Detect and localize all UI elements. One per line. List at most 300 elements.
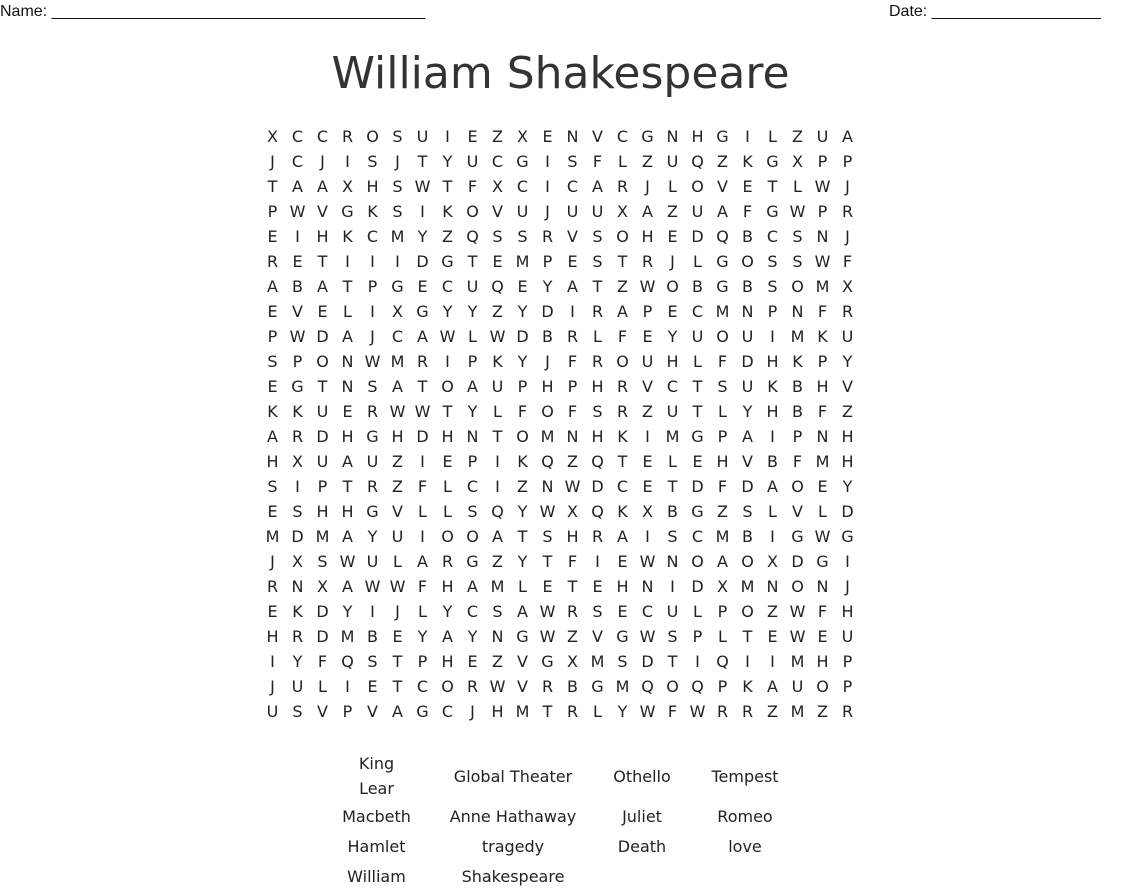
grid-letter[interactable]: P: [692, 627, 703, 646]
grid-letter[interactable]: Y: [417, 627, 428, 646]
grid-letter[interactable]: K: [267, 402, 278, 421]
grid-letter[interactable]: I: [420, 202, 425, 221]
grid-letter[interactable]: Q: [691, 152, 704, 171]
grid-letter[interactable]: H: [316, 502, 329, 521]
grid-letter[interactable]: A: [342, 577, 353, 596]
grid-letter[interactable]: Z: [717, 152, 728, 171]
grid-letter[interactable]: I: [770, 652, 775, 671]
grid-letter[interactable]: I: [770, 327, 775, 346]
grid-letter[interactable]: J: [545, 202, 550, 221]
grid-letter[interactable]: T: [317, 252, 328, 271]
grid-letter[interactable]: D: [416, 427, 429, 446]
grid-letter[interactable]: L: [443, 502, 452, 521]
grid-letter[interactable]: H: [641, 227, 654, 246]
grid-letter[interactable]: O: [741, 602, 754, 621]
grid-letter[interactable]: Q: [491, 502, 504, 521]
grid-letter[interactable]: G: [516, 627, 529, 646]
grid-letter[interactable]: S: [667, 527, 678, 546]
grid-letter[interactable]: U: [416, 127, 429, 146]
grid-letter[interactable]: O: [616, 352, 629, 371]
grid-letter[interactable]: J: [270, 552, 275, 571]
grid-letter[interactable]: R: [566, 602, 579, 621]
grid-letter[interactable]: D: [691, 477, 704, 496]
grid-letter[interactable]: O: [316, 352, 329, 371]
grid-letter[interactable]: W: [389, 402, 406, 421]
grid-letter[interactable]: O: [691, 552, 704, 571]
grid-letter[interactable]: A: [567, 277, 578, 296]
grid-letter[interactable]: G: [766, 152, 779, 171]
grid-letter[interactable]: F: [617, 327, 628, 346]
grid-letter[interactable]: Z: [667, 202, 678, 221]
grid-letter[interactable]: E: [467, 652, 478, 671]
grid-letter[interactable]: C: [666, 377, 679, 396]
grid-letter[interactable]: D: [541, 302, 554, 321]
grid-letter[interactable]: I: [595, 552, 600, 571]
grid-letter[interactable]: F: [567, 352, 578, 371]
grid-letter[interactable]: O: [516, 427, 529, 446]
grid-letter[interactable]: S: [467, 502, 478, 521]
grid-letter[interactable]: I: [295, 227, 300, 246]
grid-letter[interactable]: I: [495, 477, 500, 496]
grid-letter[interactable]: V: [842, 377, 853, 396]
grid-letter[interactable]: P: [792, 427, 803, 446]
grid-letter[interactable]: C: [416, 677, 429, 696]
grid-letter[interactable]: H: [541, 377, 554, 396]
grid-letter[interactable]: U: [316, 452, 329, 471]
grid-letter[interactable]: B: [667, 502, 678, 521]
grid-letter[interactable]: G: [716, 127, 729, 146]
grid-letter[interactable]: G: [641, 127, 654, 146]
grid-letter[interactable]: Z: [717, 502, 728, 521]
grid-letter[interactable]: H: [841, 427, 854, 446]
grid-letter[interactable]: Z: [617, 277, 628, 296]
grid-letter[interactable]: W: [539, 502, 556, 521]
grid-letter[interactable]: M: [815, 452, 830, 471]
grid-letter[interactable]: E: [692, 452, 703, 471]
grid-letter[interactable]: F: [467, 177, 478, 196]
grid-letter[interactable]: B: [767, 452, 778, 471]
grid-letter[interactable]: R: [591, 352, 604, 371]
grid-letter[interactable]: V: [292, 302, 303, 321]
grid-letter[interactable]: B: [742, 227, 753, 246]
grid-letter[interactable]: H: [441, 652, 454, 671]
grid-letter[interactable]: L: [593, 702, 602, 721]
grid-letter[interactable]: V: [592, 127, 603, 146]
grid-letter[interactable]: G: [541, 652, 554, 671]
grid-letter[interactable]: E: [367, 677, 378, 696]
grid-letter[interactable]: R: [266, 252, 279, 271]
grid-letter[interactable]: D: [841, 502, 854, 521]
grid-letter[interactable]: X: [267, 127, 278, 146]
grid-letter[interactable]: Y: [667, 327, 678, 346]
grid-letter[interactable]: V: [717, 177, 728, 196]
grid-letter[interactable]: S: [292, 702, 303, 721]
grid-letter[interactable]: T: [617, 252, 628, 271]
grid-letter[interactable]: E: [342, 402, 353, 421]
grid-letter[interactable]: A: [842, 127, 853, 146]
grid-letter[interactable]: A: [317, 277, 328, 296]
grid-letter[interactable]: U: [816, 127, 829, 146]
grid-letter[interactable]: I: [345, 152, 350, 171]
grid-letter[interactable]: O: [616, 227, 629, 246]
grid-letter[interactable]: G: [466, 552, 479, 571]
grid-letter[interactable]: P: [542, 252, 553, 271]
grid-letter[interactable]: Y: [417, 227, 428, 246]
grid-letter[interactable]: Q: [341, 652, 354, 671]
grid-letter[interactable]: I: [345, 677, 350, 696]
grid-letter[interactable]: E: [267, 227, 278, 246]
grid-letter[interactable]: U: [266, 702, 279, 721]
grid-letter[interactable]: Y: [742, 402, 753, 421]
grid-letter[interactable]: H: [266, 627, 279, 646]
grid-letter[interactable]: T: [417, 152, 428, 171]
grid-letter[interactable]: W: [789, 627, 806, 646]
grid-letter[interactable]: N: [666, 127, 679, 146]
grid-letter[interactable]: O: [466, 202, 479, 221]
grid-letter[interactable]: Q: [716, 652, 729, 671]
grid-letter[interactable]: C: [691, 302, 704, 321]
grid-letter[interactable]: A: [417, 552, 428, 571]
grid-letter[interactable]: Z: [392, 477, 403, 496]
grid-letter[interactable]: E: [642, 327, 653, 346]
grid-letter[interactable]: Q: [491, 277, 504, 296]
grid-letter[interactable]: Y: [517, 552, 528, 571]
grid-letter[interactable]: M: [815, 277, 830, 296]
grid-letter[interactable]: K: [617, 502, 628, 521]
grid-letter[interactable]: G: [716, 277, 729, 296]
grid-letter[interactable]: N: [541, 477, 554, 496]
grid-letter[interactable]: A: [767, 677, 778, 696]
grid-letter[interactable]: Q: [541, 452, 554, 471]
grid-letter[interactable]: B: [367, 627, 378, 646]
grid-letter[interactable]: Z: [767, 602, 778, 621]
grid-letter[interactable]: Y: [542, 277, 553, 296]
grid-letter[interactable]: S: [517, 227, 528, 246]
grid-letter[interactable]: Z: [492, 652, 503, 671]
grid-letter[interactable]: K: [742, 152, 753, 171]
grid-letter[interactable]: G: [366, 502, 379, 521]
grid-letter[interactable]: B: [742, 527, 753, 546]
grid-letter[interactable]: X: [617, 202, 628, 221]
grid-letter[interactable]: N: [341, 377, 354, 396]
grid-letter[interactable]: N: [641, 577, 654, 596]
grid-letter[interactable]: V: [367, 702, 378, 721]
grid-letter[interactable]: W: [389, 577, 406, 596]
grid-letter[interactable]: R: [616, 377, 629, 396]
grid-letter[interactable]: H: [841, 452, 854, 471]
grid-letter[interactable]: Z: [792, 127, 803, 146]
grid-letter[interactable]: C: [291, 152, 304, 171]
grid-letter[interactable]: I: [745, 652, 750, 671]
grid-letter[interactable]: E: [267, 377, 278, 396]
grid-letter[interactable]: U: [841, 327, 854, 346]
grid-letter[interactable]: Y: [467, 627, 478, 646]
grid-letter[interactable]: A: [267, 277, 278, 296]
grid-letter[interactable]: H: [366, 177, 379, 196]
grid-letter[interactable]: J: [645, 177, 650, 196]
grid-letter[interactable]: S: [592, 252, 603, 271]
grid-letter[interactable]: L: [418, 502, 427, 521]
grid-letter[interactable]: U: [666, 402, 679, 421]
grid-letter[interactable]: R: [291, 627, 304, 646]
grid-letter[interactable]: E: [567, 252, 578, 271]
grid-letter[interactable]: H: [316, 227, 329, 246]
grid-letter[interactable]: W: [489, 327, 506, 346]
grid-letter[interactable]: O: [466, 527, 479, 546]
grid-letter[interactable]: N: [816, 577, 829, 596]
grid-letter[interactable]: W: [789, 602, 806, 621]
grid-letter[interactable]: M: [740, 577, 755, 596]
grid-letter[interactable]: Y: [467, 302, 478, 321]
grid-letter[interactable]: Y: [442, 302, 453, 321]
grid-letter[interactable]: W: [414, 177, 431, 196]
grid-letter[interactable]: C: [516, 177, 529, 196]
grid-letter[interactable]: Q: [716, 227, 729, 246]
grid-letter[interactable]: L: [693, 602, 702, 621]
grid-letter[interactable]: Y: [342, 602, 353, 621]
grid-letter[interactable]: A: [517, 602, 528, 621]
grid-letter[interactable]: H: [341, 502, 354, 521]
grid-letter[interactable]: F: [817, 602, 828, 621]
grid-letter[interactable]: O: [741, 552, 754, 571]
grid-letter[interactable]: L: [668, 452, 677, 471]
grid-letter[interactable]: G: [841, 527, 854, 546]
grid-letter[interactable]: G: [516, 152, 529, 171]
grid-letter[interactable]: W: [439, 327, 456, 346]
grid-letter[interactable]: F: [592, 152, 603, 171]
grid-letter[interactable]: D: [516, 327, 529, 346]
grid-letter[interactable]: M: [515, 252, 530, 271]
grid-letter[interactable]: T: [442, 177, 453, 196]
grid-letter[interactable]: K: [767, 377, 778, 396]
grid-letter[interactable]: D: [691, 227, 704, 246]
grid-letter[interactable]: O: [366, 127, 379, 146]
grid-letter[interactable]: O: [741, 252, 754, 271]
grid-letter[interactable]: U: [691, 202, 704, 221]
grid-letter[interactable]: R: [466, 677, 479, 696]
grid-letter[interactable]: F: [742, 202, 753, 221]
grid-letter[interactable]: E: [417, 277, 428, 296]
grid-letter[interactable]: D: [791, 552, 804, 571]
grid-letter[interactable]: L: [318, 677, 327, 696]
grid-letter[interactable]: R: [541, 227, 554, 246]
grid-letter[interactable]: R: [266, 577, 279, 596]
grid-letter[interactable]: S: [392, 127, 403, 146]
grid-letter[interactable]: O: [441, 677, 454, 696]
grid-letter[interactable]: P: [267, 327, 278, 346]
grid-letter[interactable]: S: [567, 152, 578, 171]
grid-letter[interactable]: S: [717, 377, 728, 396]
grid-letter[interactable]: K: [342, 227, 353, 246]
grid-letter[interactable]: T: [342, 277, 353, 296]
grid-letter[interactable]: E: [542, 127, 553, 146]
grid-letter[interactable]: R: [616, 402, 629, 421]
grid-letter[interactable]: E: [617, 602, 628, 621]
grid-letter[interactable]: G: [766, 202, 779, 221]
grid-letter[interactable]: U: [741, 327, 754, 346]
grid-letter[interactable]: R: [591, 527, 604, 546]
grid-letter[interactable]: Z: [517, 477, 528, 496]
grid-letter[interactable]: R: [841, 202, 854, 221]
grid-letter[interactable]: E: [517, 277, 528, 296]
grid-letter[interactable]: R: [541, 677, 554, 696]
grid-letter[interactable]: S: [617, 652, 628, 671]
grid-letter[interactable]: Z: [392, 452, 403, 471]
grid-letter[interactable]: M: [340, 627, 355, 646]
grid-letter[interactable]: R: [641, 252, 654, 271]
grid-letter[interactable]: S: [367, 152, 378, 171]
grid-letter[interactable]: X: [342, 177, 353, 196]
grid-letter[interactable]: W: [814, 252, 831, 271]
grid-letter[interactable]: D: [316, 327, 329, 346]
grid-letter[interactable]: D: [741, 477, 754, 496]
grid-letter[interactable]: D: [316, 627, 329, 646]
grid-letter[interactable]: K: [517, 452, 528, 471]
grid-letter[interactable]: K: [742, 677, 753, 696]
grid-letter[interactable]: F: [417, 577, 428, 596]
grid-letter[interactable]: R: [616, 177, 629, 196]
grid-letter[interactable]: R: [591, 302, 604, 321]
grid-letter[interactable]: X: [492, 177, 503, 196]
grid-letter[interactable]: U: [466, 152, 479, 171]
grid-letter[interactable]: F: [667, 702, 678, 721]
grid-letter[interactable]: H: [816, 377, 829, 396]
grid-letter[interactable]: W: [339, 552, 356, 571]
grid-letter[interactable]: U: [591, 202, 604, 221]
grid-letter[interactable]: P: [767, 302, 778, 321]
grid-letter[interactable]: T: [442, 402, 453, 421]
grid-letter[interactable]: O: [666, 277, 679, 296]
grid-letter[interactable]: G: [391, 277, 404, 296]
grid-letter[interactable]: P: [267, 202, 278, 221]
grid-letter[interactable]: Y: [292, 652, 303, 671]
grid-letter[interactable]: O: [691, 177, 704, 196]
grid-letter[interactable]: A: [392, 377, 403, 396]
grid-letter[interactable]: P: [817, 152, 828, 171]
grid-letter[interactable]: C: [766, 227, 779, 246]
grid-letter[interactable]: H: [816, 652, 829, 671]
grid-letter[interactable]: H: [491, 702, 504, 721]
grid-letter[interactable]: U: [666, 602, 679, 621]
grid-letter[interactable]: M: [615, 677, 630, 696]
grid-letter[interactable]: S: [667, 627, 678, 646]
grid-letter[interactable]: S: [392, 177, 403, 196]
grid-letter[interactable]: Z: [567, 452, 578, 471]
grid-letter[interactable]: A: [417, 327, 428, 346]
grid-letter[interactable]: W: [289, 327, 306, 346]
grid-letter[interactable]: J: [270, 677, 275, 696]
grid-letter[interactable]: V: [592, 627, 603, 646]
grid-letter[interactable]: Y: [442, 602, 453, 621]
grid-letter[interactable]: A: [342, 327, 353, 346]
grid-letter[interactable]: O: [441, 527, 454, 546]
grid-letter[interactable]: Y: [842, 352, 853, 371]
grid-letter[interactable]: N: [666, 552, 679, 571]
grid-letter[interactable]: R: [841, 702, 854, 721]
grid-letter[interactable]: F: [517, 402, 528, 421]
grid-letter[interactable]: I: [370, 602, 375, 621]
grid-letter[interactable]: X: [642, 502, 653, 521]
grid-letter[interactable]: C: [616, 127, 629, 146]
grid-letter[interactable]: F: [417, 477, 428, 496]
grid-letter[interactable]: C: [616, 477, 629, 496]
grid-letter[interactable]: F: [792, 452, 803, 471]
grid-letter[interactable]: V: [317, 702, 328, 721]
grid-letter[interactable]: R: [441, 552, 454, 571]
grid-letter[interactable]: S: [367, 652, 378, 671]
grid-letter[interactable]: H: [266, 452, 279, 471]
grid-letter[interactable]: G: [591, 677, 604, 696]
grid-letter[interactable]: L: [443, 477, 452, 496]
grid-letter[interactable]: G: [416, 702, 429, 721]
grid-letter[interactable]: U: [466, 277, 479, 296]
grid-letter[interactable]: R: [366, 477, 379, 496]
grid-letter[interactable]: C: [441, 277, 454, 296]
grid-letter[interactable]: J: [470, 702, 475, 721]
grid-letter[interactable]: P: [717, 677, 728, 696]
grid-letter[interactable]: J: [270, 152, 275, 171]
grid-letter[interactable]: L: [618, 152, 627, 171]
grid-letter[interactable]: N: [341, 352, 354, 371]
grid-letter[interactable]: I: [420, 527, 425, 546]
grid-letter[interactable]: B: [692, 277, 703, 296]
grid-letter[interactable]: L: [693, 252, 702, 271]
grid-letter[interactable]: G: [291, 377, 304, 396]
grid-letter[interactable]: H: [391, 427, 404, 446]
grid-letter[interactable]: S: [267, 477, 278, 496]
grid-letter[interactable]: K: [442, 202, 453, 221]
grid-letter[interactable]: A: [492, 527, 503, 546]
grid-letter[interactable]: D: [316, 602, 329, 621]
grid-letter[interactable]: S: [492, 602, 503, 621]
grid-letter[interactable]: I: [345, 252, 350, 271]
grid-letter[interactable]: C: [466, 477, 479, 496]
grid-letter[interactable]: U: [516, 202, 529, 221]
grid-letter[interactable]: F: [842, 252, 853, 271]
grid-letter[interactable]: T: [742, 627, 753, 646]
grid-letter[interactable]: P: [642, 302, 653, 321]
grid-letter[interactable]: D: [291, 527, 304, 546]
grid-letter[interactable]: Y: [442, 152, 453, 171]
grid-letter[interactable]: C: [291, 127, 304, 146]
grid-letter[interactable]: S: [267, 352, 278, 371]
grid-letter[interactable]: L: [693, 352, 702, 371]
grid-letter[interactable]: W: [639, 552, 656, 571]
date-line[interactable]: ___________________: [931, 3, 1101, 20]
grid-letter[interactable]: G: [691, 427, 704, 446]
grid-letter[interactable]: L: [518, 577, 527, 596]
grid-letter[interactable]: I: [495, 452, 500, 471]
grid-letter[interactable]: E: [817, 477, 828, 496]
grid-letter[interactable]: T: [317, 377, 328, 396]
grid-letter[interactable]: P: [817, 202, 828, 221]
grid-letter[interactable]: Y: [467, 402, 478, 421]
grid-letter[interactable]: G: [816, 552, 829, 571]
grid-letter[interactable]: I: [745, 127, 750, 146]
grid-letter[interactable]: Y: [517, 302, 528, 321]
grid-letter[interactable]: U: [741, 377, 754, 396]
grid-letter[interactable]: X: [392, 302, 403, 321]
grid-letter[interactable]: O: [791, 577, 804, 596]
grid-letter[interactable]: T: [592, 277, 603, 296]
grid-letter[interactable]: W: [789, 202, 806, 221]
grid-letter[interactable]: A: [592, 177, 603, 196]
grid-letter[interactable]: O: [791, 477, 804, 496]
grid-letter[interactable]: C: [391, 327, 404, 346]
grid-letter[interactable]: W: [539, 602, 556, 621]
grid-letter[interactable]: U: [391, 527, 404, 546]
grid-letter[interactable]: Z: [492, 302, 503, 321]
